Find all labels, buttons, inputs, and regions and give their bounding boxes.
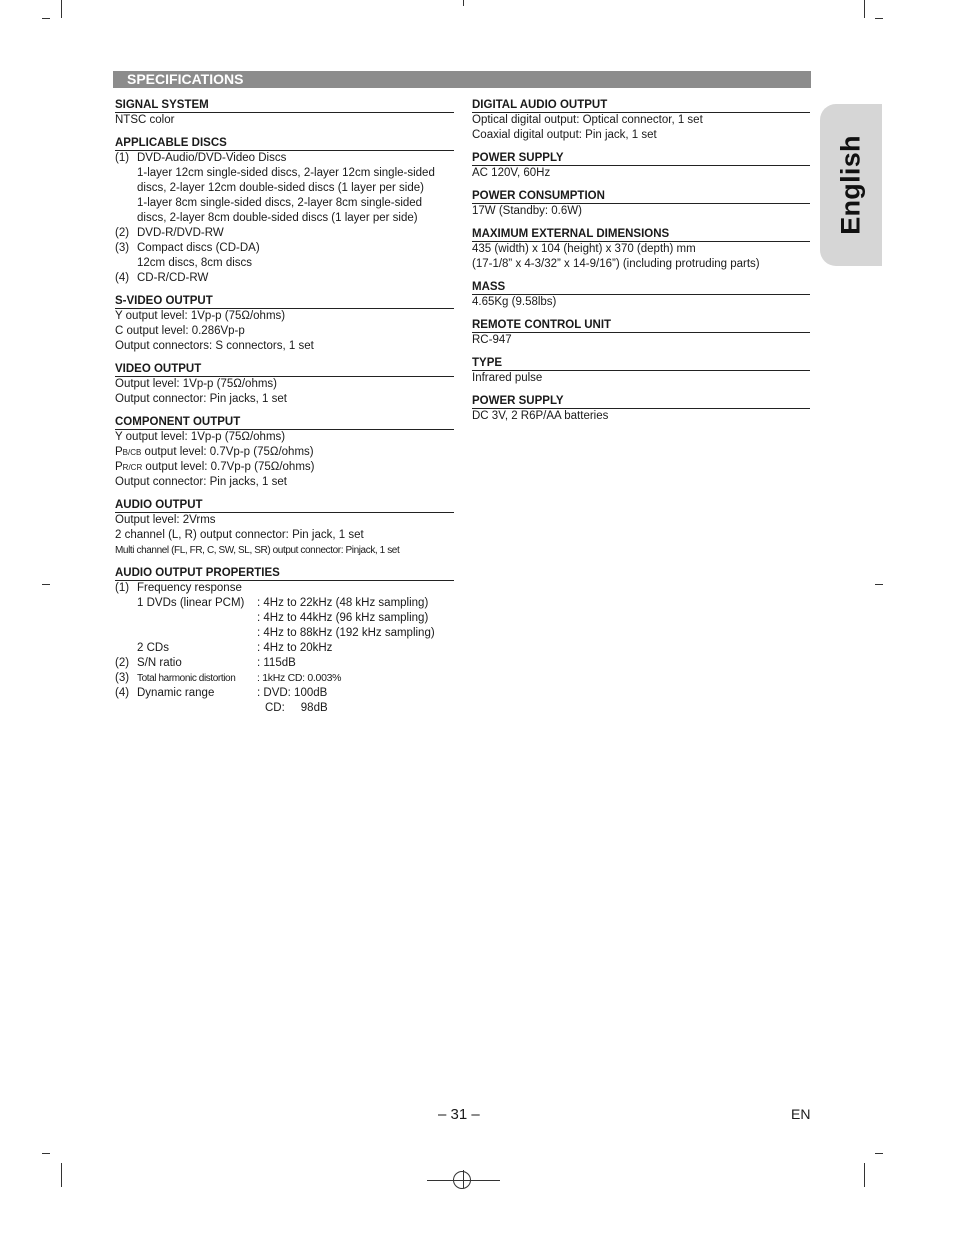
section-title: APPLICABLE DISCS (115, 135, 454, 151)
specifications-header: SPECIFICATIONS (113, 71, 811, 88)
spec-value: Optical digital output: Optical connector, 1 set (472, 114, 703, 126)
section-title: DIGITAL AUDIO OUTPUT (472, 97, 810, 113)
crop-mark (875, 18, 883, 19)
section-title: COMPONENT OUTPUT (115, 414, 454, 430)
spec-value: NTSC color (115, 114, 175, 126)
crop-mark (42, 584, 50, 585)
left-column (115, 97, 454, 723)
spec-value: Output connector: Pin jacks, 1 set (115, 393, 287, 405)
mass-section (472, 279, 810, 310)
spec-row: CD: 98dB (265, 702, 328, 714)
spec-value: Output connector: Pin jacks, 1 set (115, 476, 287, 488)
spec-value: RC-947 (472, 334, 512, 346)
spec-row: (3) Total harmonic distortion : 1kHz CD: 0.003% (115, 672, 342, 684)
audio-output-section (115, 497, 454, 558)
remote-control-section (472, 317, 810, 348)
crop-mark (875, 1153, 883, 1154)
spec-value: Output connectors: S connectors, 1 set (115, 340, 314, 352)
section-title: AUDIO OUTPUT PROPERTIES (115, 565, 454, 581)
spec-value: 2 channel (L, R) output connector: Pin jack, 1 set (115, 529, 364, 541)
section-title: POWER SUPPLY (472, 150, 810, 166)
crop-mark (61, 1163, 62, 1187)
spec-value: 4.65Kg (9.58lbs) (472, 296, 557, 308)
crop-mark (42, 1153, 50, 1154)
spec-value: Output level: 2Vrms (115, 514, 216, 526)
spec-value: DC 3V, 2 R6P/AA batteries (472, 410, 609, 422)
spec-value: 435 (width) x 104 (height) x 370 (depth) mm (472, 243, 696, 255)
video-output-section (115, 361, 454, 407)
list-item: (1) Frequency response (115, 582, 242, 594)
audio-output-properties-section (115, 565, 454, 716)
section-title: MAXIMUM EXTERNAL DIMENSIONS (472, 226, 810, 242)
section-title: POWER SUPPLY (472, 393, 810, 409)
crop-mark (463, 0, 464, 6)
crop-mark (42, 18, 50, 19)
spec-value: (17-1/8” x 4-3/32” x 14-9/16”) (including protruding parts) (472, 258, 760, 270)
s-video-output-section (115, 293, 454, 354)
registration-circle-mark (453, 1171, 471, 1189)
power-supply-section (472, 150, 810, 181)
component-output-section (115, 414, 454, 490)
language-tab-label: English (835, 135, 866, 235)
list-item-detail: 1-layer 8cm single-sided discs, 2-layer 8cm single-sided discs, 2-layer 8cm double-sided discs (1 layer per side) (137, 197, 423, 224)
spec-row: (2) S/N ratio : 115dB (115, 657, 296, 669)
spec-value: Y output level: 1Vp-p (75Ω/ohms) (115, 310, 286, 322)
list-item-detail: 12cm discs, 8cm discs (137, 257, 253, 269)
spec-value: Infrared pulse (472, 372, 543, 384)
spec-value: AC 120V, 60Hz (472, 167, 551, 179)
list-item: (2) DVD-R/DVD-RW (115, 227, 224, 239)
section-title: REMOTE CONTROL UNIT (472, 317, 810, 333)
spec-value: C output level: 0.286Vp-p (115, 325, 245, 337)
digital-audio-output-section (472, 97, 810, 143)
section-title: POWER CONSUMPTION (472, 188, 810, 204)
max-dimensions-section (472, 226, 810, 272)
spec-row: : 4Hz to 44kHz (96 kHz sampling) (257, 612, 429, 624)
spec-value: Y output level: 1Vp-p (75Ω/ohms) (115, 431, 286, 443)
spec-value: Output level: 1Vp-p (75Ω/ohms) (115, 378, 278, 390)
section-title: VIDEO OUTPUT (115, 361, 454, 377)
right-column (472, 97, 810, 431)
section-title: MASS (472, 279, 810, 295)
remote-power-supply-section (472, 393, 810, 424)
crop-mark (61, 0, 62, 18)
spec-value: Multi channel (FL, FR, C, SW, SL, SR) output connector: Pinjack, 1 set (115, 545, 400, 556)
section-title: SIGNAL SYSTEM (115, 97, 454, 113)
spec-row: : 4Hz to 88kHz (192 kHz sampling) (257, 627, 435, 639)
list-item: (3) Compact discs (CD-DA) (115, 242, 260, 254)
applicable-discs-section (115, 135, 454, 286)
type-section (472, 355, 810, 386)
list-item: (1) DVD-Audio/DVD-Video Discs (115, 152, 287, 164)
section-title: S-VIDEO OUTPUT (115, 293, 454, 309)
crop-mark (875, 584, 883, 585)
spec-value: Coaxial digital output: Pin jack, 1 set (472, 129, 657, 141)
crop-mark (864, 0, 865, 18)
language-tab (820, 104, 882, 266)
page-number: – 31 – (438, 1106, 480, 1123)
spec-row: (4) Dynamic range : DVD: 100dB (115, 687, 328, 699)
signal-system-section (115, 97, 454, 128)
list-item: (4) CD-R/CD-RW (115, 272, 209, 284)
power-consumption-section (472, 188, 810, 219)
spec-row: 2 CDs : 4Hz to 20kHz (137, 642, 333, 654)
section-title: AUDIO OUTPUT (115, 497, 454, 513)
spec-value: PR/CR output level: 0.7Vp-p (75Ω/ohms) (115, 461, 315, 473)
list-item-detail: 1-layer 12cm single-sided discs, 2-layer 12cm single-sided discs, 2-layer 12cm double-sided discs (1 layer per side) (137, 167, 435, 194)
spec-value: 17W (Standby: 0.6W) (472, 205, 582, 217)
crop-mark (864, 1163, 865, 1187)
section-title: TYPE (472, 355, 810, 371)
language-code: EN (791, 1106, 811, 1122)
spec-row: 1 DVDs (linear PCM) : 4Hz to 22kHz (48 kHz sampling) (137, 597, 429, 609)
spec-value: PB/CB output level: 0.7Vp-p (75Ω/ohms) (115, 446, 314, 458)
